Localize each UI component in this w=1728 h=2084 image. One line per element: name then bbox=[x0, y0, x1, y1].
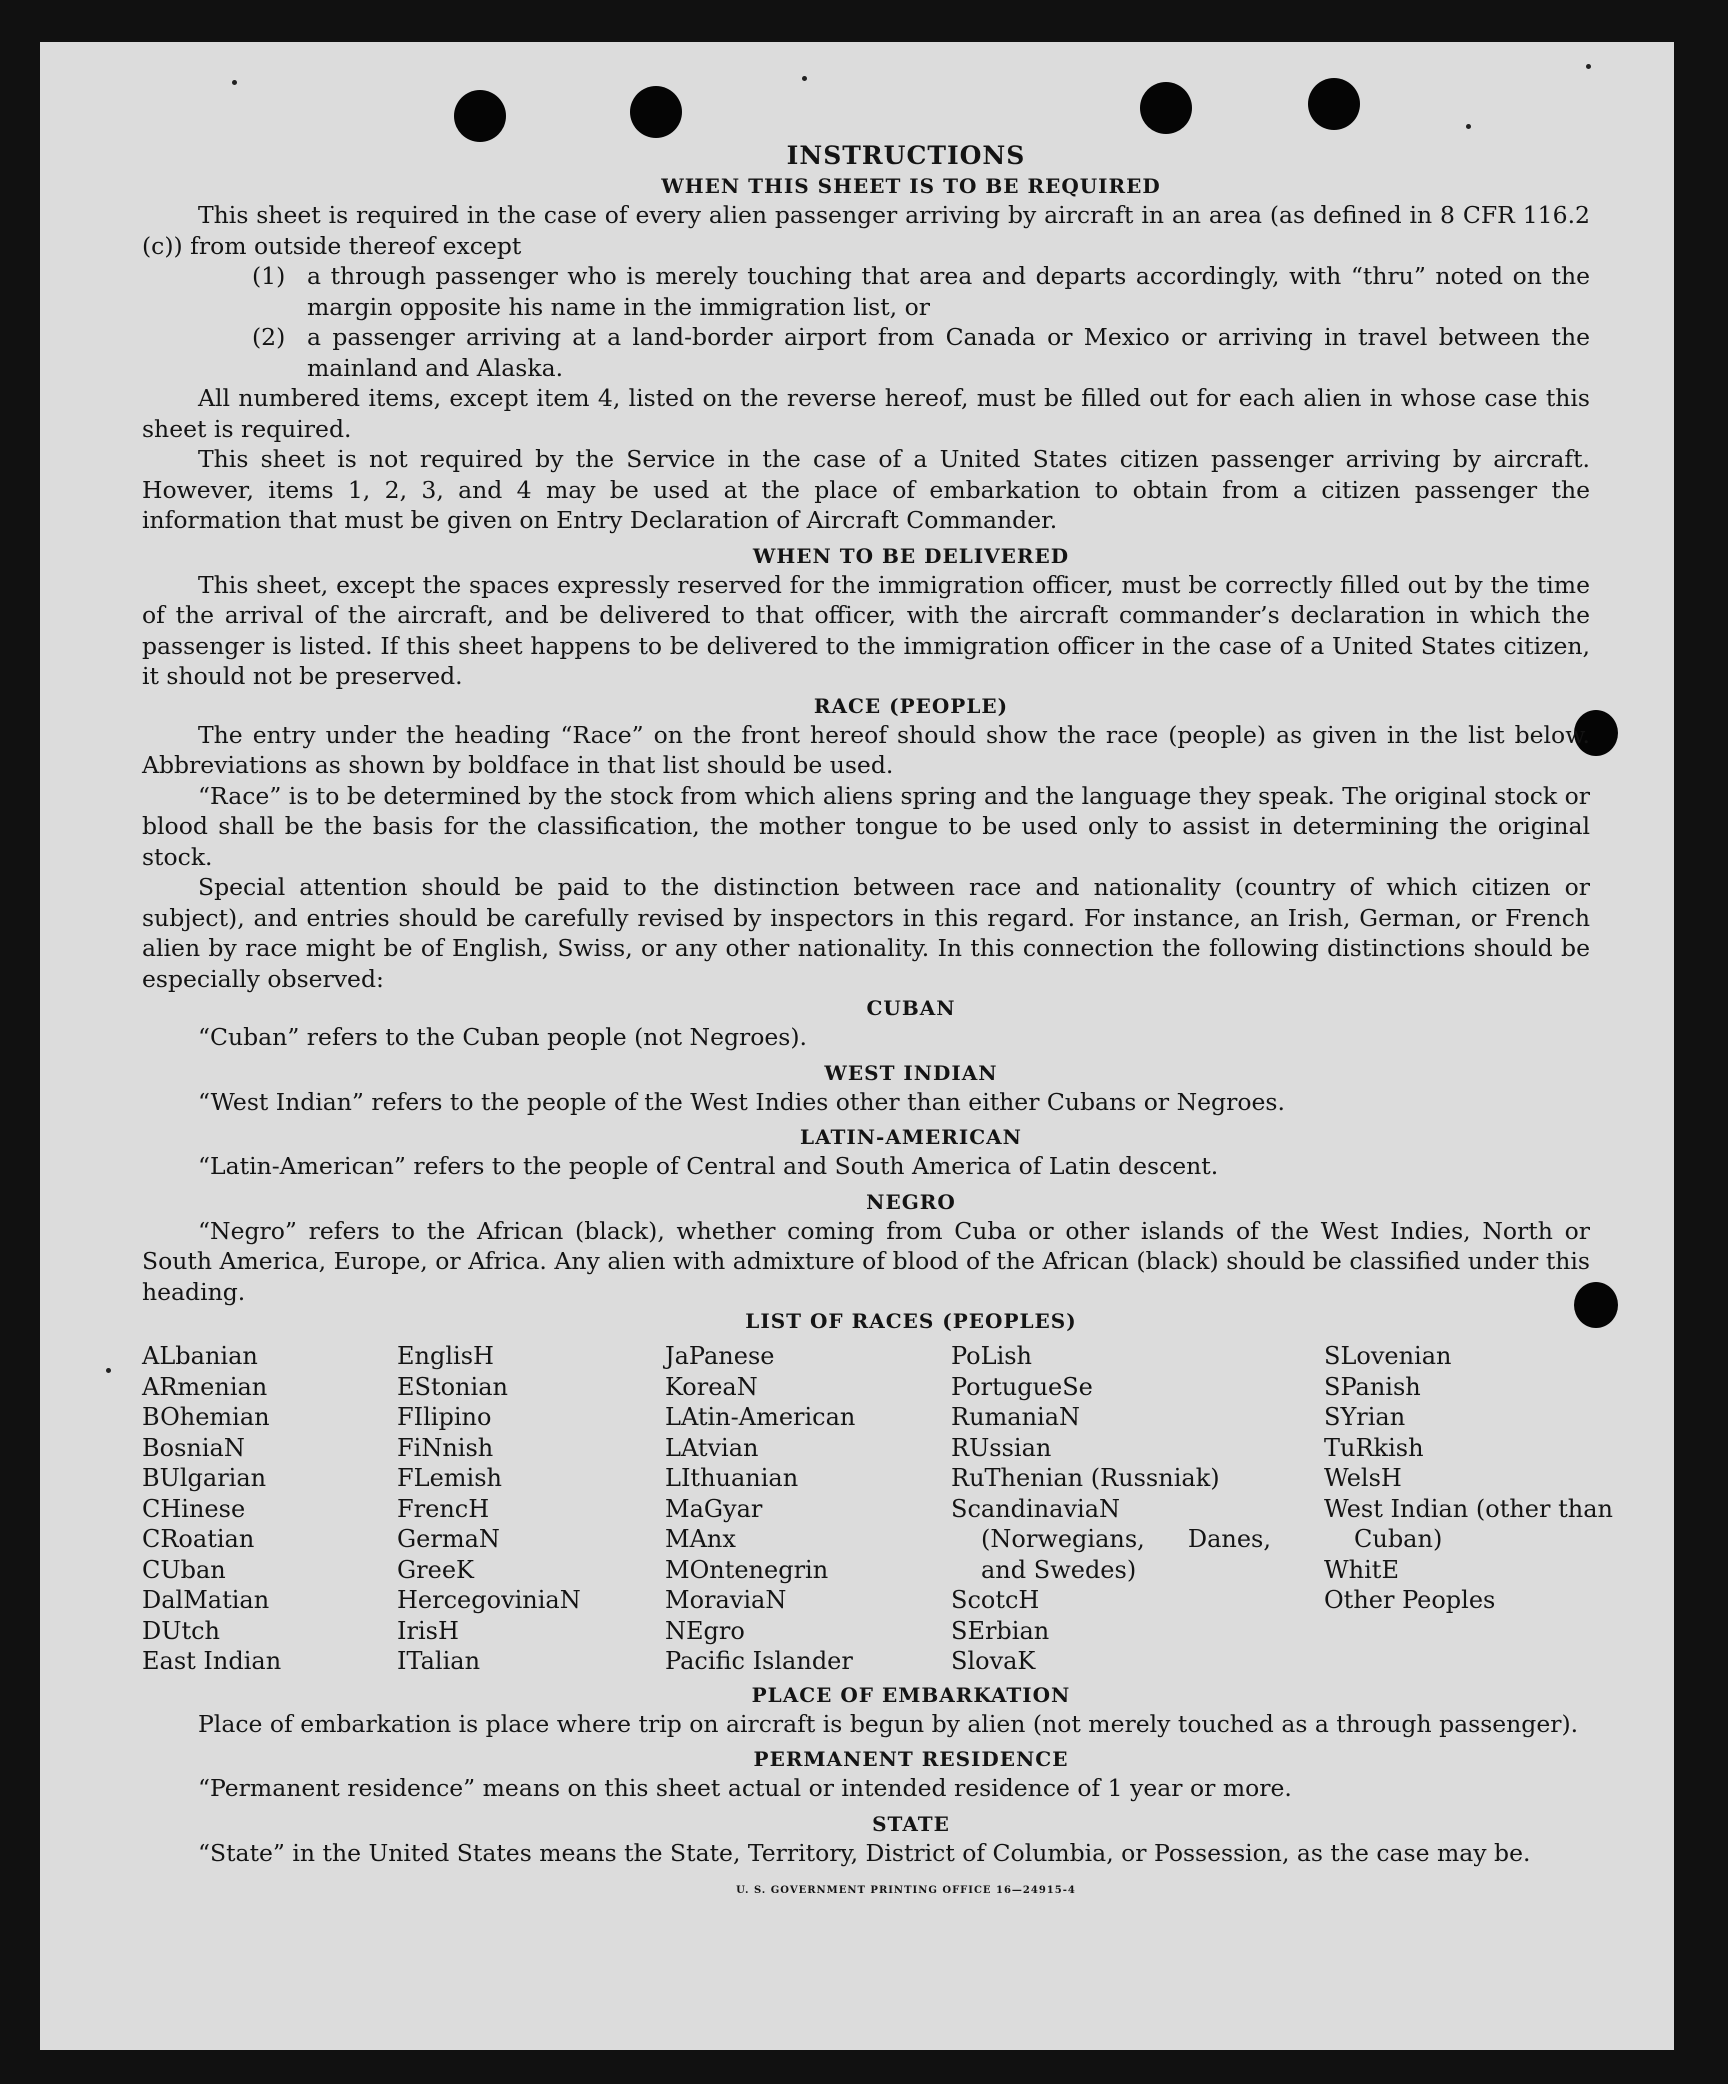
race-entry: SlovaK bbox=[951, 1647, 1036, 1675]
race-entry: MaGyar bbox=[665, 1494, 763, 1523]
race-entry: HercegoviniaN bbox=[397, 1586, 581, 1614]
race-entry: PoLish bbox=[951, 1342, 1033, 1370]
paragraph: “Permanent residence” means on this sheet actual or intended residence of 1 year or more. bbox=[198, 1774, 1292, 1802]
paragraph: The entry under the heading “Race” on the front hereof should show the race (people) as given in the list below. Abbreviations as shown by boldface in that list should be used. bbox=[142, 720, 1590, 779]
paragraph: All numbered items, except item 4, listed on the reverse hereof, must be filled out for each alien in whose case this sheet is required. bbox=[142, 384, 1590, 443]
race-entry: West Indian (other than Cuban) bbox=[1324, 1494, 1613, 1553]
race-entry: WhitE bbox=[1324, 1555, 1399, 1584]
document-sheet bbox=[40, 42, 1674, 2050]
race-entry: LIthuanian bbox=[665, 1464, 799, 1492]
races-column bbox=[665, 1341, 951, 1677]
paragraph: “Race” is to be determined by the stock from which aliens spring and the language they speak. The original stock or blood shall be the basis for the classification, the mother tongue to be used only to assist in determining the original stock. bbox=[142, 781, 1590, 871]
races-list bbox=[142, 1341, 1613, 1677]
section-heading: PERMANENT RESIDENCE bbox=[753, 1747, 1069, 1771]
race-entry: TuRkish bbox=[1324, 1433, 1424, 1462]
races-column bbox=[142, 1341, 397, 1677]
dust-speck bbox=[1466, 124, 1471, 129]
section-heading: WEST INDIAN bbox=[824, 1060, 998, 1085]
race-entry: LAtvian bbox=[665, 1433, 759, 1462]
section-heading: WHEN TO BE DELIVERED bbox=[752, 543, 1070, 568]
paragraph: “Negro” refers to the African (black), whether coming from Cuba or other islands of the West Indies, North or South America, Europe, or Africa. Any alien with admixture of blood of the African (black) should be classified under this heading. bbox=[142, 1216, 1590, 1306]
race-entry: RuThenian (Russniak) bbox=[951, 1464, 1220, 1492]
race-entry: Other Peoples bbox=[1324, 1586, 1496, 1614]
paragraph: “West Indian” refers to the people of the West Indies other than either Cubans or Negroes. bbox=[198, 1087, 1285, 1116]
list-item bbox=[142, 322, 1590, 383]
race-entry: SPanish bbox=[1324, 1372, 1421, 1401]
paragraph: Place of embarkation is place where trip on aircraft is begun by alien (not merely touched as a through passenger). bbox=[198, 1709, 1579, 1738]
race-entry: MAnx bbox=[665, 1525, 736, 1553]
race-entry: CHinese bbox=[142, 1494, 246, 1523]
race-entry: LAtin-American bbox=[665, 1403, 856, 1431]
race-entry: ALbanian bbox=[142, 1342, 258, 1370]
race-entry: SLovenian bbox=[1324, 1342, 1452, 1370]
race-entry: DalMatian bbox=[142, 1586, 270, 1614]
race-entry: SErbian bbox=[951, 1616, 1050, 1645]
section-heading: NEGRO bbox=[866, 1189, 956, 1214]
section-heading: STATE bbox=[872, 1811, 950, 1836]
paragraph: “Cuban” refers to the Cuban people (not Negroes). bbox=[198, 1023, 808, 1051]
race-entry: PortugueSe bbox=[951, 1372, 1093, 1401]
race-entry: FiNnish bbox=[397, 1433, 494, 1462]
printing-office-imprint: U. S. GOVERNMENT PRINTING OFFICE 16—24915-4 bbox=[736, 1885, 1076, 1896]
paragraph: This sheet is not required by the Service in the case of a United States citizen passenger arriving by aircraft. However, items 1, 2, 3, and 4 may be used at the place of embarkation to obtain from a citizen passenger the information that must be given on Entry Declaration of Aircraft Commander. bbox=[142, 445, 1590, 534]
race-entry: WelsH bbox=[1324, 1464, 1402, 1492]
section-heading: LIST OF RACES (PEOPLES) bbox=[745, 1309, 1077, 1333]
race-entry: GermaN bbox=[397, 1525, 500, 1553]
list-item bbox=[142, 261, 1590, 322]
race-entry: ITalian bbox=[397, 1647, 481, 1675]
dust-speck bbox=[232, 80, 237, 85]
punch-hole bbox=[1140, 82, 1192, 134]
section-heading: RACE (PEOPLE) bbox=[813, 693, 1009, 718]
race-entry: NEgro bbox=[665, 1616, 745, 1645]
races-column bbox=[397, 1341, 665, 1677]
instructions-body bbox=[142, 140, 1613, 1907]
race-entry: CUban bbox=[142, 1555, 226, 1584]
item-number: (2) bbox=[252, 323, 286, 351]
item-number: (1) bbox=[252, 262, 286, 290]
race-entry: KoreaN bbox=[665, 1372, 758, 1401]
race-entry: RUssian bbox=[951, 1433, 1052, 1462]
race-entry: FLemish bbox=[397, 1464, 502, 1492]
race-entry: RumaniaN bbox=[951, 1403, 1081, 1431]
race-entry: MOntenegrin bbox=[665, 1555, 829, 1584]
punch-hole bbox=[1308, 78, 1360, 130]
race-entry: DUtch bbox=[142, 1616, 221, 1645]
race-entry: ScotcH bbox=[951, 1586, 1040, 1614]
race-entry: BOhemian bbox=[142, 1403, 270, 1431]
race-entry: SYrian bbox=[1324, 1403, 1406, 1431]
punch-hole bbox=[630, 86, 682, 138]
race-entry: FrencH bbox=[397, 1494, 490, 1523]
race-entry: CRoatian bbox=[142, 1525, 255, 1553]
race-entry: FIlipino bbox=[397, 1403, 492, 1431]
race-entry: Pacific Islander bbox=[665, 1647, 853, 1675]
paragraph: Special attention should be paid to the distinction between race and nationality (country of which citizen or subject), and entries should be carefully revised by inspectors in this regard. For instance, an Irish, German, or French alien by race might be of English, Swiss, or any other nationality. In this connection the following distinctions should be especially observed: bbox=[142, 873, 1590, 993]
race-entry: JaPanese bbox=[665, 1342, 775, 1370]
paragraph: This sheet, except the spaces expressly reserved for the immigration officer, must be correctly filled out by the time of the arrival of the aircraft, and be delivered to that officer, with the aircraft commander’s declaration in which the passenger is listed. If this sheet happens to be delivered to the immigration officer in the case of a United States citizen, it should not be preserved. bbox=[142, 570, 1590, 690]
item-text: a through passenger who is merely touching that area and departs accordingly, with “thru” noted on the margin opposite his name in the immigration list, or bbox=[307, 262, 1590, 321]
paragraph: “Latin-American” refers to the people of Central and South America of Latin descent. bbox=[198, 1152, 1219, 1180]
race-entry: GreeK bbox=[397, 1555, 474, 1584]
section-heading: LATIN-AMERICAN bbox=[800, 1125, 1022, 1149]
dust-speck bbox=[802, 76, 807, 81]
race-entry: MoraviaN bbox=[665, 1586, 787, 1614]
dust-speck bbox=[1586, 64, 1591, 69]
race-entry: EnglisH bbox=[397, 1342, 494, 1370]
race-entry: EStonian bbox=[397, 1372, 508, 1401]
dust-speck bbox=[106, 1368, 111, 1373]
races-column bbox=[951, 1341, 1324, 1677]
section-heading: WHEN THIS SHEET IS TO BE REQUIRED bbox=[661, 174, 1161, 198]
race-entry: East Indian bbox=[142, 1647, 282, 1675]
race-entry: ARmenian bbox=[142, 1372, 268, 1401]
section-heading: PLACE OF EMBARKATION bbox=[751, 1682, 1071, 1707]
item-text: a passenger arriving at a land-border airport from Canada or Mexico or arriving in travel between the mainland and Alaska. bbox=[307, 323, 1590, 382]
page-title: INSTRUCTIONS bbox=[786, 141, 1026, 170]
paragraph: “State” in the United States means the State, Territory, District of Columbia, or Possession, as the case may be. bbox=[198, 1838, 1531, 1867]
races-column bbox=[1324, 1341, 1613, 1677]
race-entry: BUlgarian bbox=[142, 1464, 267, 1492]
punch-hole bbox=[454, 90, 506, 142]
race-entry: BosniaN bbox=[142, 1433, 245, 1462]
section-heading: CUBAN bbox=[866, 996, 956, 1020]
paragraph: This sheet is required in the case of every alien passenger arriving by aircraft in an area (as defined in 8 CFR 116.2 (c)) from outside thereof except bbox=[142, 201, 1590, 260]
race-entry: IrisH bbox=[397, 1616, 459, 1645]
race-entry: ScandinaviaN (Norwegians, Danes, and Swedes) bbox=[951, 1494, 1271, 1584]
